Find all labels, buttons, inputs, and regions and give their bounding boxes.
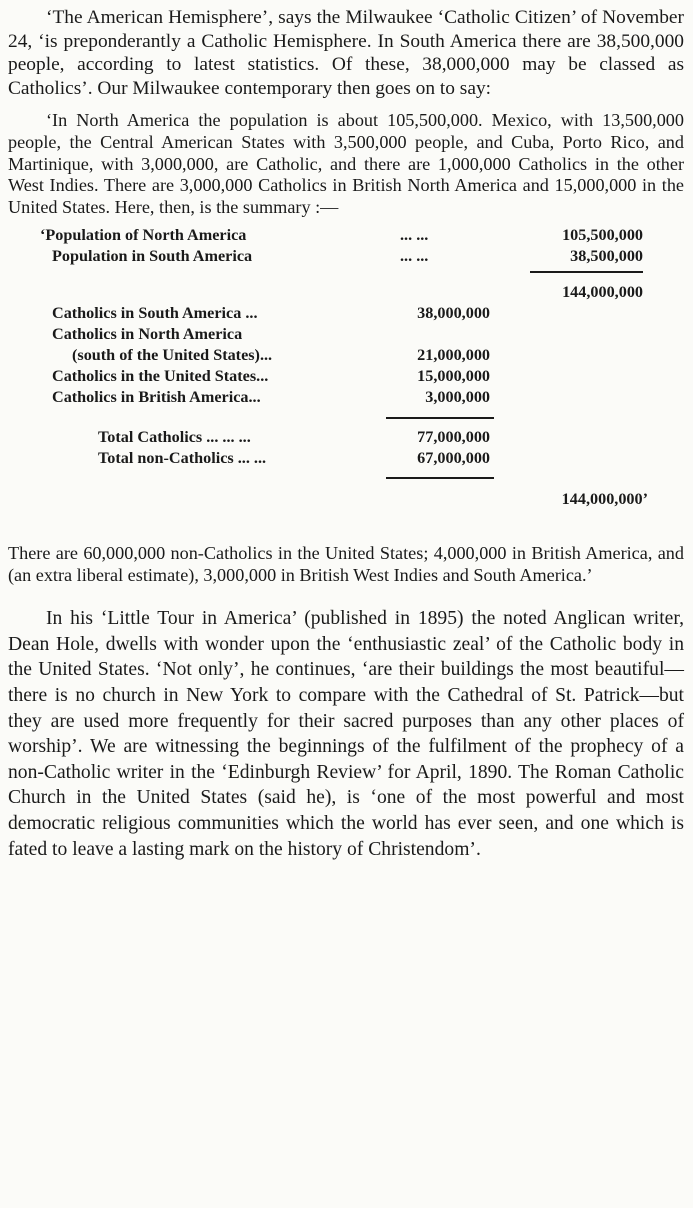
catholic-row: [8, 345, 684, 366]
total-value: 77,000,000: [417, 427, 490, 446]
catholic-row: [8, 387, 684, 408]
article-page: [8, 6, 684, 862]
grand-total: 144,000,000’: [561, 489, 648, 508]
row-label: Population in South America: [52, 246, 253, 265]
catholic-row: [8, 303, 684, 324]
row-value: 21,000,000: [417, 345, 490, 364]
row-value: 38,000,000: [417, 303, 490, 322]
intro-paragraph: ‘The American Hemisphere’, says the Milwaukee ‘Catholic Citizen’ of November 24, ‘is preponderantly a Catholic Hemisphere. In South America there are 38,500,000 people, according to latest statistics. Of these, 38,000,000 may be classed as Catholics’. Our Milwaukee contemporary then goes on to say:: [8, 7, 684, 99]
sum-rule: [530, 271, 643, 273]
after-table-paragraph: There are 60,000,000 non-Catholics in the United States; 4,000,000 in British America, and (an extra liberal estimate), 3,000,000 in British West Indies and South America.’: [8, 542, 684, 585]
sum-rule: [386, 417, 494, 419]
row-label: ‘Population of North America: [40, 225, 247, 244]
row-leaders: ... ...: [400, 246, 429, 265]
closing-paragraph: In his ‘Little Tour in America’ (published in 1895) the noted Anglican writer, Dean Hole, dwells with wonder upon the ‘enthusiastic zeal’ of the Catholic body in the United States. ‘Not only’, he continues, ‘are their buildings the most beautiful—there is no church in New York to compare with the Cathedral of St. Patrick—but they are used more frequently for their sacred purposes than any other places of worship’. We are witnessing the beginnings of the fulfilment of the prophecy of a non-Catholic writer in the ‘Edinburgh Review’ for April, 1890. The Roman Catholic Church in the United States (said he), is ‘one of the most powerful and most democratic religious communities which the world has ever seen, and one which is fated to leave a lasting mark on the history of Christendom’.: [8, 608, 684, 860]
row-value: 38,500,000: [570, 246, 643, 265]
population-row: [8, 246, 684, 267]
population-row: [8, 225, 684, 246]
row-label: Catholics in the United States...: [52, 366, 269, 385]
catholic-row: [8, 366, 684, 387]
quote-paragraph: ‘In North America the population is about 105,500,000. Mexico, with 13,500,000 people, the Central American States with 3,500,000 people, and Cuba, Porto Rico, and Martinique, with 3,000,000, are Catholic, and there are 1,000,000 Catholics in the other West Indies. There are 3,000,000 Catholics in British North America and 15,000,000 in the United States. Here, then, is the summary :—: [8, 110, 684, 218]
row-leaders: ... ...: [400, 225, 429, 244]
catholic-row: [8, 324, 684, 345]
population-total: 144,000,000: [562, 282, 643, 301]
row-label: Catholics in South America ...: [52, 303, 258, 322]
row-value: 15,000,000: [417, 366, 490, 385]
total-row: [8, 427, 684, 448]
total-value: 67,000,000: [417, 448, 490, 467]
row-label: Catholics in North America: [52, 324, 243, 343]
row-label: (south of the United States)...: [72, 345, 273, 364]
total-label: Total Catholics ... ... ...: [98, 427, 251, 446]
total-row: [8, 448, 684, 469]
row-label: Catholics in British America...: [52, 387, 261, 406]
total-label: Total non-Catholics ... ...: [98, 448, 267, 467]
population-total-row: [8, 282, 684, 303]
grand-total-row: [8, 489, 684, 510]
row-value: 105,500,000: [562, 225, 643, 244]
row-value: 3,000,000: [425, 387, 490, 406]
sum-rule: [386, 477, 494, 479]
summary-table: [8, 225, 684, 543]
